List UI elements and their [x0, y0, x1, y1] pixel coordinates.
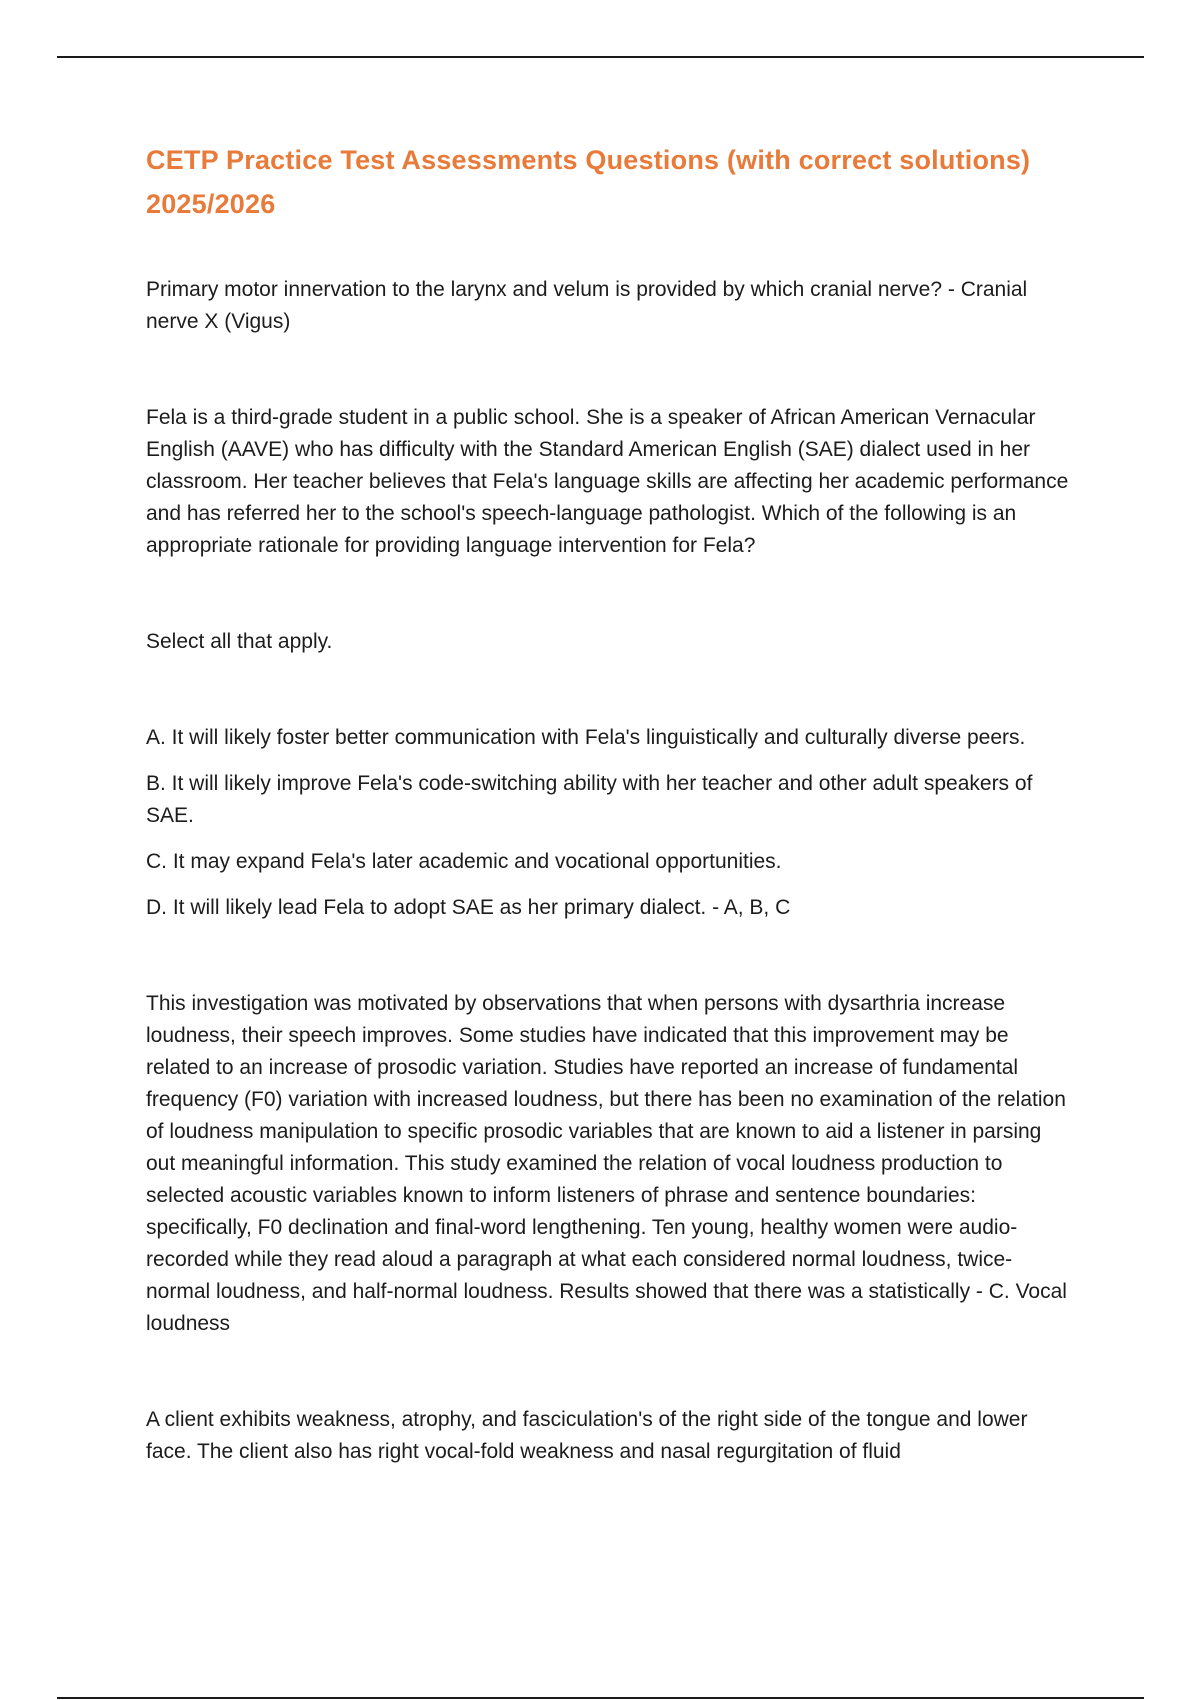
question-2-option-a: A. It will likely foster better communication with Fela's linguistically and culturally diverse peers. [146, 726, 1026, 749]
document-title: CETP Practice Test Assessments Questions (with correct solutions) 2025/2026 [146, 145, 1031, 219]
question-2-instruction: Select all that apply. [146, 630, 333, 653]
question-2-text: Fela is a third-grade student in a public school. She is a speaker of African American Vernacular English (AAVE) who has difficulty with the Standard American English (SAE) dialect used in her classroom. Her teacher believes that Fela's language skills are affecting her academic performance and has referred her to the school's speech-language pathologist. Which of the following is an appropriate rationale for providing language intervention for Fela? [146, 406, 1069, 557]
question-2-option-c: C. It may expand Fela's later academic and vocational opportunities. [146, 850, 782, 873]
top-rule [57, 56, 1144, 58]
question-2-option-b: B. It will likely improve Fela's code-switching ability with her teacher and other adult speakers of SAE. [146, 772, 1033, 827]
question-4-text: A client exhibits weakness, atrophy, and fasciculation's of the right side of the tongue and lower face. The client also has right vocal-fold weakness and nasal regurgitation of fluid [146, 1408, 1028, 1463]
bottom-rule [57, 1697, 1144, 1699]
question-2-option-d: D. It will likely lead Fela to adopt SAE as her primary dialect. - A, B, C [146, 896, 791, 919]
question-1-text: Primary motor innervation to the larynx and velum is provided by which cranial nerve? - Cranial nerve X (Vigus) [146, 278, 1028, 333]
document-body [146, 138, 1076, 1468]
question-3-text: This investigation was motivated by observations that when persons with dysarthria increase loudness, their speech improves. Some studies have indicated that this improvement may be related to an increase of prosodic variation. Studies have reported an increase of fundamental frequency (F0) variation with increased loudness, but there has been no examination of the relation of loudness manipulation to specific prosodic variables that are known to aid a listener in parsing out meaningful information. This study examined the relation of vocal loudness production to selected acoustic variables known to inform listeners of phrase and sentence boundaries: specifically, F0 declination and final-word lengthening. Ten young, healthy women were audio-recorded while they read aloud a paragraph at what each considered normal loudness, twice-normal loudness, and half-normal loudness. Results showed that there was a statistically - C. Vocal loudness [146, 992, 1067, 1335]
